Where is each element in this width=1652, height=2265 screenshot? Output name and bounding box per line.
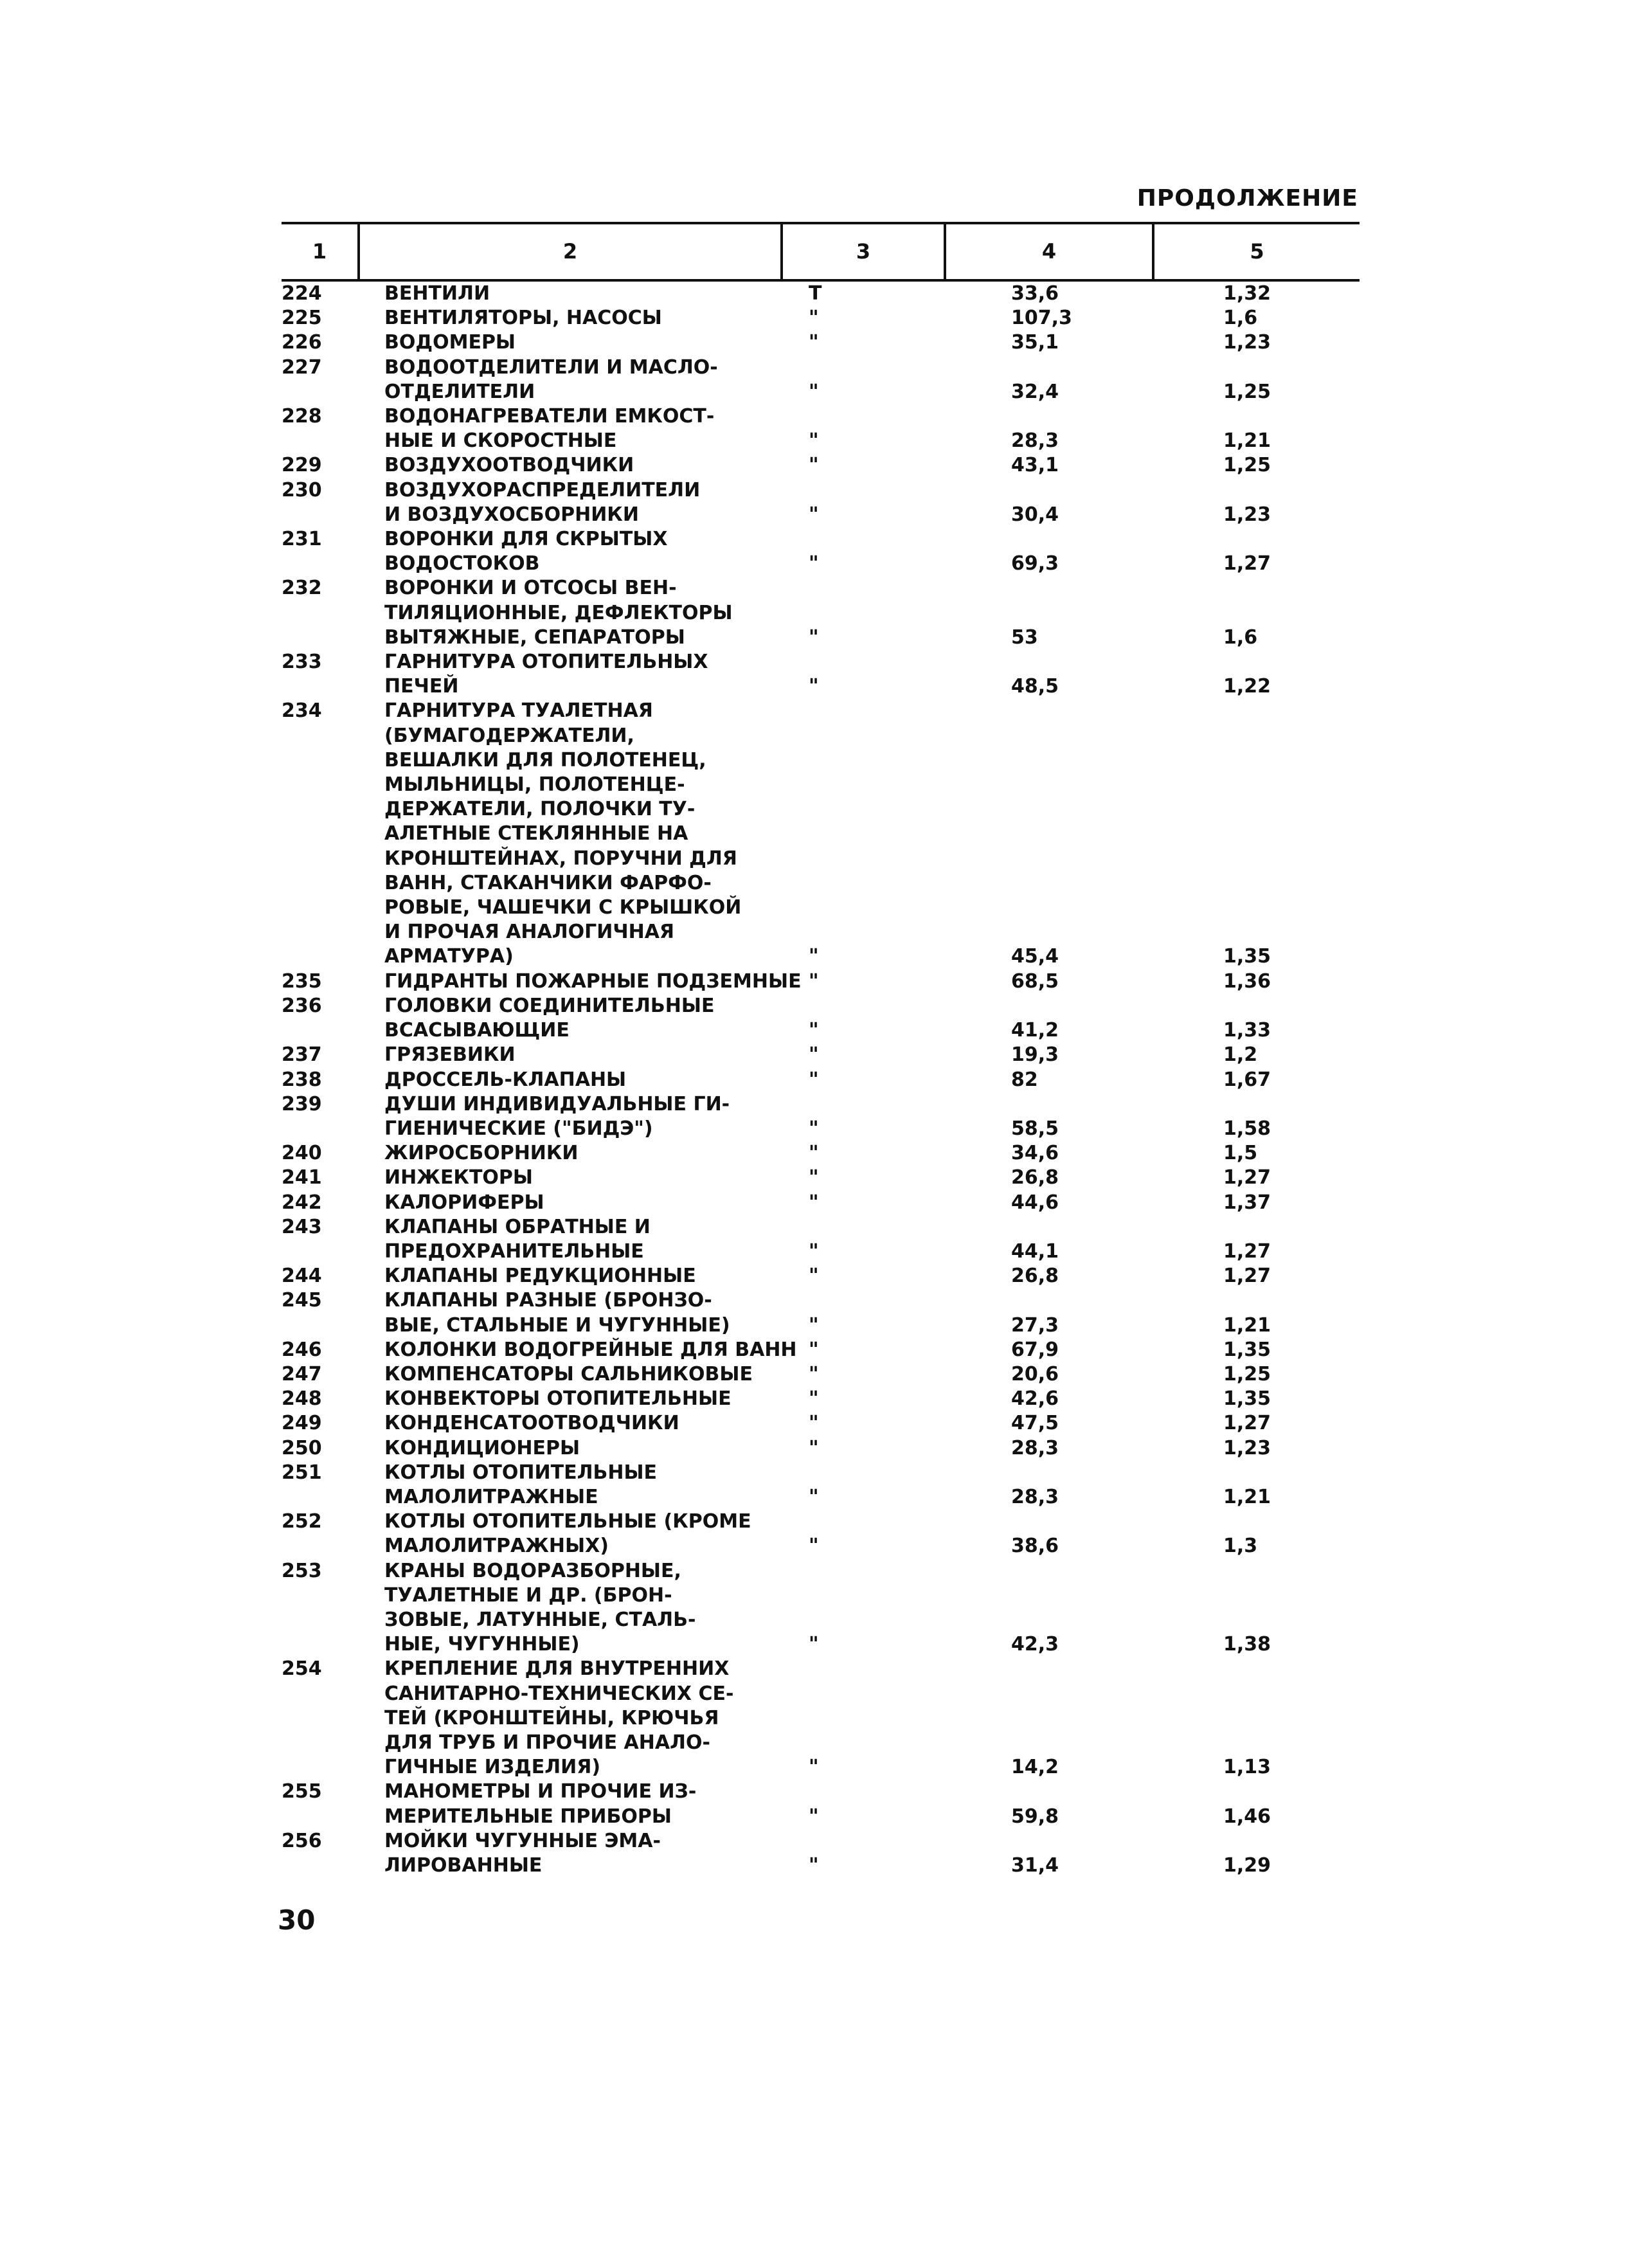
table-row <box>282 1510 1360 1558</box>
table-row <box>282 1264 1360 1288</box>
item-name <box>384 330 744 355</box>
value-col5-cell: 1,27 <box>1223 1166 1271 1189</box>
value-col5-cell: 1,21 <box>1223 1485 1271 1508</box>
value-col4-cell: 43,1 <box>1011 454 1059 477</box>
value-col4-cell: 20,6 <box>1011 1362 1059 1385</box>
row-number: 253 <box>282 1559 322 1582</box>
item-name-line: ВАНН, СТАКАНЧИКИ ФАРФО- <box>384 871 712 894</box>
value-col5-cell: 1,5 <box>1223 1142 1258 1165</box>
item-name <box>384 356 744 404</box>
value-col4-cell: 38,6 <box>1011 1535 1059 1558</box>
item-name-line: ИНЖЕКТОРЫ <box>384 1166 533 1189</box>
value-col4-cell: 47,5 <box>1011 1412 1059 1435</box>
value-col5-cell: 1,36 <box>1223 970 1271 993</box>
item-name-line: ДЛЯ ТРУБ И ПРОЧИЕ АНАЛО- <box>384 1731 710 1754</box>
value-col4-cell: 58,5 <box>1011 1117 1059 1140</box>
item-name-line: КРОНШТЕЙНАХ, ПОРУЧНИ ДЛЯ <box>384 847 737 870</box>
item-name-line: КОТЛЫ ОТОПИТЕЛЬНЫЕ <box>384 1461 658 1484</box>
value-col4-cell: 31,4 <box>1011 1854 1059 1877</box>
unit-cell: " <box>809 1313 819 1337</box>
value-col5-cell: 1,27 <box>1223 1412 1271 1435</box>
item-name-line: ГИЧНЫЕ ИЗДЕЛИЯ) <box>384 1756 601 1779</box>
unit-cell: " <box>809 1436 819 1459</box>
table-row <box>282 1657 1360 1780</box>
item-name <box>384 1092 744 1141</box>
item-name-line: (БУМАГОДЕРЖАТЕЛИ, <box>384 724 634 747</box>
unit-cell: " <box>809 1633 819 1656</box>
item-name <box>384 1191 744 1215</box>
value-col4-cell: 34,6 <box>1011 1142 1059 1165</box>
item-name <box>384 1559 744 1657</box>
value-col4-cell: 44,1 <box>1011 1240 1059 1263</box>
table-header <box>282 222 1360 282</box>
table-row <box>282 1338 1360 1362</box>
unit-cell: " <box>809 1485 819 1508</box>
unit-cell: " <box>809 1756 819 1779</box>
item-name-line: КЛАПАНЫ РЕДУКЦИОННЫЕ <box>384 1265 696 1288</box>
item-name-line: МЕРИТЕЛЬНЫЕ ПРИБОРЫ <box>384 1805 672 1828</box>
column-header-5: 5 <box>1250 239 1264 264</box>
table-row <box>282 994 1360 1043</box>
row-number: 224 <box>282 282 322 305</box>
unit-cell: " <box>809 503 819 526</box>
item-name <box>384 1264 744 1288</box>
unit-cell: " <box>809 1019 819 1042</box>
item-name-line: КОНДЕНСАТООТВОДЧИКИ <box>384 1412 679 1435</box>
value-col4-cell: 53 <box>1011 626 1038 649</box>
row-number: 245 <box>282 1289 322 1312</box>
unit-cell: " <box>809 626 819 649</box>
value-col5-cell: 1,22 <box>1223 675 1271 698</box>
table-row <box>282 576 1360 650</box>
unit-cell: " <box>809 970 819 993</box>
value-col5-cell: 1,13 <box>1223 1756 1271 1779</box>
unit-cell: " <box>809 1166 819 1189</box>
item-name-line: ТИЛЯЦИОННЫЕ, ДЕФЛЕКТОРЫ <box>384 601 733 624</box>
page-number: 30 <box>278 1904 316 1936</box>
item-name <box>384 699 744 969</box>
item-name-line: МАНОМЕТРЫ И ПРОЧИЕ ИЗ- <box>384 1780 697 1803</box>
table-row <box>282 356 1360 404</box>
value-col5-cell: 1,3 <box>1223 1535 1258 1558</box>
row-number: 255 <box>282 1780 322 1803</box>
unit-cell: Т <box>809 282 822 305</box>
row-number: 232 <box>282 577 322 600</box>
value-col4-cell: 19,3 <box>1011 1043 1059 1067</box>
item-name <box>384 1387 744 1411</box>
item-name-line: САНИТАРНО-ТЕХНИЧЕСКИХ СЕ- <box>384 1682 734 1705</box>
value-col4-cell: 44,6 <box>1011 1191 1059 1214</box>
item-name-line: ВОДОМЕРЫ <box>384 331 516 354</box>
table-row <box>282 1092 1360 1141</box>
item-name-line: РОВЫЕ, ЧАШЕЧКИ С КРЫШКОЙ <box>384 896 742 919</box>
row-number: 230 <box>282 478 322 501</box>
row-number: 247 <box>282 1362 322 1385</box>
item-name-line: ВОРОНКИ И ОТСОСЫ ВЕН- <box>384 577 677 600</box>
row-number: 249 <box>282 1412 322 1435</box>
table-row <box>282 1461 1360 1510</box>
table-row <box>282 1559 1360 1657</box>
table-row <box>282 453 1360 478</box>
item-name <box>384 1510 751 1558</box>
item-name-line: ПЕЧЕЙ <box>384 675 459 698</box>
unit-cell: " <box>809 552 819 575</box>
item-name <box>384 576 744 650</box>
item-name-line: ОТДЕЛИТЕЛИ <box>384 380 535 403</box>
value-col4-cell: 69,3 <box>1011 552 1059 575</box>
item-name-line: КОНВЕКТОРЫ ОТОПИТЕЛЬНЫЕ <box>384 1387 732 1411</box>
item-name <box>384 282 744 306</box>
item-name <box>384 527 744 576</box>
unit-cell: " <box>809 307 819 330</box>
value-col5-cell: 1,37 <box>1223 1191 1271 1214</box>
value-col4-cell: 107,3 <box>1011 307 1072 330</box>
unit-cell: " <box>809 1043 819 1067</box>
unit-cell: " <box>809 1240 819 1263</box>
row-number: 256 <box>282 1829 322 1852</box>
item-name-line: И ПРОЧАЯ АНАЛОГИЧНАЯ <box>384 921 675 944</box>
table-row <box>282 1288 1360 1337</box>
item-name-line: ДУШИ ИНДИВИДУАЛЬНЫЕ ГИ- <box>384 1092 730 1115</box>
value-col4-cell: 42,3 <box>1011 1633 1059 1656</box>
item-name-line: ЗОВЫЕ, ЛАТУННЫЕ, СТАЛЬ- <box>384 1608 696 1631</box>
item-name-line: МАЛОЛИТРАЖНЫХ) <box>384 1535 609 1558</box>
item-name <box>384 1362 753 1387</box>
value-col5-cell: 1,21 <box>1223 1313 1271 1337</box>
row-number: 250 <box>282 1436 322 1459</box>
item-name-line: ГИЕНИЧЕСКИЕ ("БИДЭ") <box>384 1117 653 1140</box>
item-name <box>384 1215 744 1264</box>
value-col4-cell: 14,2 <box>1011 1756 1059 1779</box>
column-header-2: 2 <box>562 239 578 264</box>
unit-cell: " <box>809 454 819 477</box>
unit-cell: " <box>809 1142 819 1165</box>
item-name <box>384 1166 744 1190</box>
value-col5-cell: 1,25 <box>1223 380 1271 403</box>
row-number: 246 <box>282 1338 322 1361</box>
row-number: 237 <box>282 1043 322 1067</box>
item-name <box>384 404 744 453</box>
row-number: 238 <box>282 1068 322 1091</box>
value-col4-cell: 32,4 <box>1011 380 1059 403</box>
value-col4-cell: 42,6 <box>1011 1387 1059 1411</box>
unit-cell: " <box>809 1068 819 1091</box>
item-name-line: ПРЕДОХРАНИТЕЛЬНЫЕ <box>384 1240 644 1263</box>
row-number: 240 <box>282 1142 322 1165</box>
value-col5-cell: 1,38 <box>1223 1633 1271 1656</box>
item-name <box>384 1780 744 1828</box>
table-row <box>282 527 1360 576</box>
unit-cell: " <box>809 429 819 453</box>
value-col5-cell: 1,25 <box>1223 454 1271 477</box>
item-name-line: ЖИРОСБОРНИКИ <box>384 1142 579 1165</box>
item-name-line: ГИДРАНТЫ ПОЖАРНЫЕ ПОДЗЕМНЫЕ <box>384 970 802 993</box>
item-name-line: НЫЕ И СКОРОСТНЫЕ <box>384 429 617 453</box>
value-col4-cell: 33,6 <box>1011 282 1059 305</box>
item-name <box>384 1338 797 1362</box>
value-col5-cell: 1,23 <box>1223 1436 1271 1459</box>
row-number: 254 <box>282 1657 322 1681</box>
value-col5-cell: 1,35 <box>1223 945 1271 968</box>
item-name <box>384 1829 744 1878</box>
unit-cell: " <box>809 1338 819 1361</box>
item-name-line: И ВОЗДУХОСБОРНИКИ <box>384 503 639 526</box>
item-name-line: ГРЯЗЕВИКИ <box>384 1043 516 1067</box>
row-number: 252 <box>282 1510 322 1533</box>
item-name <box>384 1411 744 1436</box>
item-name-line: ДЕРЖАТЕЛИ, ПОЛОЧКИ ТУ- <box>384 798 696 821</box>
row-number: 228 <box>282 405 322 428</box>
item-name-line: КАЛОРИФЕРЫ <box>384 1191 544 1214</box>
value-col5-cell: 1,27 <box>1223 552 1271 575</box>
value-col5-cell: 1,27 <box>1223 1265 1271 1288</box>
item-name-line: ВЕНТИЛИ <box>384 282 490 305</box>
value-col5-cell: 1,67 <box>1223 1068 1271 1091</box>
value-col5-cell: 1,6 <box>1223 626 1258 649</box>
value-col5-cell: 1,33 <box>1223 1019 1271 1042</box>
value-col5-cell: 1,35 <box>1223 1387 1271 1411</box>
table-row <box>282 330 1360 355</box>
value-col5-cell: 1,6 <box>1223 307 1258 330</box>
table-row <box>282 306 1360 330</box>
table-row <box>282 699 1360 969</box>
value-col4-cell: 35,1 <box>1011 331 1059 354</box>
item-name-line: ВЫТЯЖНЫЕ, СЕПАРАТОРЫ <box>384 626 685 649</box>
item-name-line: КОТЛЫ ОТОПИТЕЛЬНЫЕ (КРОМЕ <box>384 1510 751 1533</box>
value-col5-cell: 1,27 <box>1223 1240 1271 1263</box>
item-name <box>384 306 744 330</box>
table-row <box>282 1215 1360 1264</box>
table-row <box>282 1436 1360 1461</box>
table-row <box>282 1166 1360 1190</box>
item-name-line: МАЛОЛИТРАЖНЫЕ <box>384 1485 598 1508</box>
row-number: 251 <box>282 1461 322 1484</box>
item-name-line: ВЕНТИЛЯТОРЫ, НАСОСЫ <box>384 307 662 330</box>
value-col4-cell: 27,3 <box>1011 1313 1059 1337</box>
row-number: 225 <box>282 307 322 330</box>
item-name-line: ВЫЕ, СТАЛЬНЫЕ И ЧУГУННЫЕ) <box>384 1313 730 1337</box>
unit-cell: " <box>809 1117 819 1140</box>
unit-cell: " <box>809 1265 819 1288</box>
continuation-label: ПРОДОЛЖЕНИЕ <box>1136 185 1358 212</box>
item-name-line: ЛИРОВАННЫЕ <box>384 1854 543 1877</box>
row-number: 234 <box>282 699 322 723</box>
value-col4-cell: 48,5 <box>1011 675 1059 698</box>
item-name-line: ВСАСЫВАЮЩИЕ <box>384 1019 570 1042</box>
item-name-line: ВОЗДУХОРАСПРЕДЕЛИТЕЛИ <box>384 478 701 501</box>
value-col4-cell: 59,8 <box>1011 1805 1059 1828</box>
item-name-line: ГОЛОВКИ СОЕДИНИТЕЛЬНЫЕ <box>384 994 715 1017</box>
item-name <box>384 650 744 699</box>
column-header-4: 4 <box>1041 239 1057 264</box>
table-row <box>282 1411 1360 1436</box>
item-name <box>384 970 802 994</box>
row-number: 243 <box>282 1215 322 1238</box>
column-header-1: 1 <box>312 239 327 264</box>
item-name <box>384 453 744 478</box>
value-col4-cell: 82 <box>1011 1068 1038 1091</box>
item-name-line: АЛЕТНЫЕ СТЕКЛЯННЫЕ НА <box>384 822 688 845</box>
value-col5-cell: 1,46 <box>1223 1805 1271 1828</box>
table-row <box>282 1362 1360 1387</box>
unit-cell: " <box>809 1387 819 1411</box>
item-name <box>384 1068 744 1092</box>
row-number: 248 <box>282 1387 322 1411</box>
item-name-line: КОНДИЦИОНЕРЫ <box>384 1436 580 1459</box>
value-col5-cell: 1,21 <box>1223 429 1271 453</box>
item-name-line: ГАРНИТУРА ТУАЛЕТНАЯ <box>384 699 653 723</box>
row-number: 227 <box>282 356 322 379</box>
item-name-line: ДРОССЕЛЬ-КЛАПАНЫ <box>384 1068 627 1091</box>
item-name-line: ВОЗДУХООТВОДЧИКИ <box>384 454 634 477</box>
item-name-line: НЫЕ, ЧУГУННЫЕ) <box>384 1633 580 1656</box>
unit-cell: " <box>809 1854 819 1877</box>
unit-cell: " <box>809 1805 819 1828</box>
unit-cell: " <box>809 331 819 354</box>
table-row <box>282 1141 1360 1166</box>
item-name-line: АРМАТУРА) <box>384 945 514 968</box>
value-col5-cell: 1,2 <box>1223 1043 1258 1067</box>
table-row <box>282 970 1360 994</box>
value-col4-cell: 26,8 <box>1011 1166 1059 1189</box>
row-number: 242 <box>282 1191 322 1214</box>
unit-cell: " <box>809 1362 819 1385</box>
table-row <box>282 478 1360 527</box>
value-col5-cell: 1,23 <box>1223 331 1271 354</box>
item-name-line: ВОДОНАГРЕВАТЕЛИ ЕМКОСТ- <box>384 405 715 428</box>
table-row <box>282 404 1360 453</box>
item-name-line: ТЕЙ (КРОНШТЕЙНЫ, КРЮЧЬЯ <box>384 1706 719 1729</box>
row-number: 241 <box>282 1166 322 1189</box>
value-col4-cell: 68,5 <box>1011 970 1059 993</box>
unit-cell: " <box>809 675 819 698</box>
table-row <box>282 1829 1360 1878</box>
value-col4-cell: 41,2 <box>1011 1019 1059 1042</box>
table-row <box>282 1387 1360 1411</box>
unit-cell: " <box>809 1535 819 1558</box>
value-col4-cell: 26,8 <box>1011 1265 1059 1288</box>
item-name-line: ВОДООТДЕЛИТЕЛИ И МАСЛО- <box>384 356 718 379</box>
item-name-line: ГАРНИТУРА ОТОПИТЕЛЬНЫХ <box>384 651 708 674</box>
value-col4-cell: 45,4 <box>1011 945 1059 968</box>
item-name-line: КОЛОНКИ ВОДОГРЕЙНЫЕ ДЛЯ ВАНН <box>384 1338 797 1361</box>
table-row <box>282 1068 1360 1092</box>
item-name-line: КОМПЕНСАТОРЫ САЛЬНИКОВЫЕ <box>384 1362 753 1385</box>
table-row <box>282 1043 1360 1067</box>
row-number: 236 <box>282 994 322 1017</box>
row-number: 244 <box>282 1265 322 1288</box>
item-name <box>384 1436 744 1461</box>
item-name <box>384 1043 744 1067</box>
unit-cell: " <box>809 1412 819 1435</box>
row-number: 235 <box>282 970 322 993</box>
table-row <box>282 282 1360 306</box>
item-name-line: ТУАЛЕТНЫЕ И ДР. (БРОН- <box>384 1584 672 1607</box>
value-col4-cell: 28,3 <box>1011 429 1059 453</box>
table-row <box>282 1780 1360 1828</box>
item-name-line: МОЙКИ ЧУГУННЫЕ ЭМА- <box>384 1829 661 1852</box>
unit-cell: " <box>809 380 819 403</box>
value-col4-cell: 28,3 <box>1011 1485 1059 1508</box>
value-col5-cell: 1,32 <box>1223 282 1271 305</box>
value-col5-cell: 1,58 <box>1223 1117 1271 1140</box>
table-row <box>282 650 1360 699</box>
item-name-line: ВОРОНКИ ДЛЯ СКРЫТЫХ <box>384 528 668 551</box>
item-name-line: КЛАПАНЫ ОБРАТНЫЕ И <box>384 1215 651 1238</box>
item-name-line: КРАНЫ ВОДОРАЗБОРНЫЕ, <box>384 1559 681 1582</box>
value-col4-cell: 28,3 <box>1011 1436 1059 1459</box>
value-col5-cell: 1,29 <box>1223 1854 1271 1877</box>
value-col4-cell: 30,4 <box>1011 503 1059 526</box>
item-name <box>384 1461 744 1510</box>
value-col5-cell: 1,35 <box>1223 1338 1271 1361</box>
item-name-line: МЫЛЬНИЦЫ, ПОЛОТЕНЦЕ- <box>384 773 685 797</box>
item-name <box>384 478 744 527</box>
item-name <box>384 1657 744 1780</box>
unit-cell: " <box>809 1191 819 1214</box>
row-number: 231 <box>282 528 322 551</box>
value-col5-cell: 1,25 <box>1223 1362 1271 1385</box>
row-number: 239 <box>282 1092 322 1115</box>
data-table <box>282 222 1360 1878</box>
row-number: 233 <box>282 651 322 674</box>
row-number: 226 <box>282 331 322 354</box>
item-name-line: ВОДОСТОКОВ <box>384 552 540 575</box>
item-name <box>384 1141 744 1166</box>
row-number: 229 <box>282 454 322 477</box>
item-name <box>384 994 744 1043</box>
column-header-3: 3 <box>856 239 871 264</box>
table-body <box>282 282 1360 1878</box>
item-name-line: ВЕШАЛКИ ДЛЯ ПОЛОТЕНЕЦ, <box>384 748 706 772</box>
item-name <box>384 1288 744 1337</box>
value-col5-cell: 1,23 <box>1223 503 1271 526</box>
value-col4-cell: 67,9 <box>1011 1338 1059 1361</box>
unit-cell: " <box>809 945 819 968</box>
item-name-line: КЛАПАНЫ РАЗНЫЕ (БРОНЗО- <box>384 1289 712 1312</box>
item-name-line: КРЕПЛЕНИЕ ДЛЯ ВНУТРЕННИХ <box>384 1657 730 1681</box>
table-row <box>282 1191 1360 1215</box>
